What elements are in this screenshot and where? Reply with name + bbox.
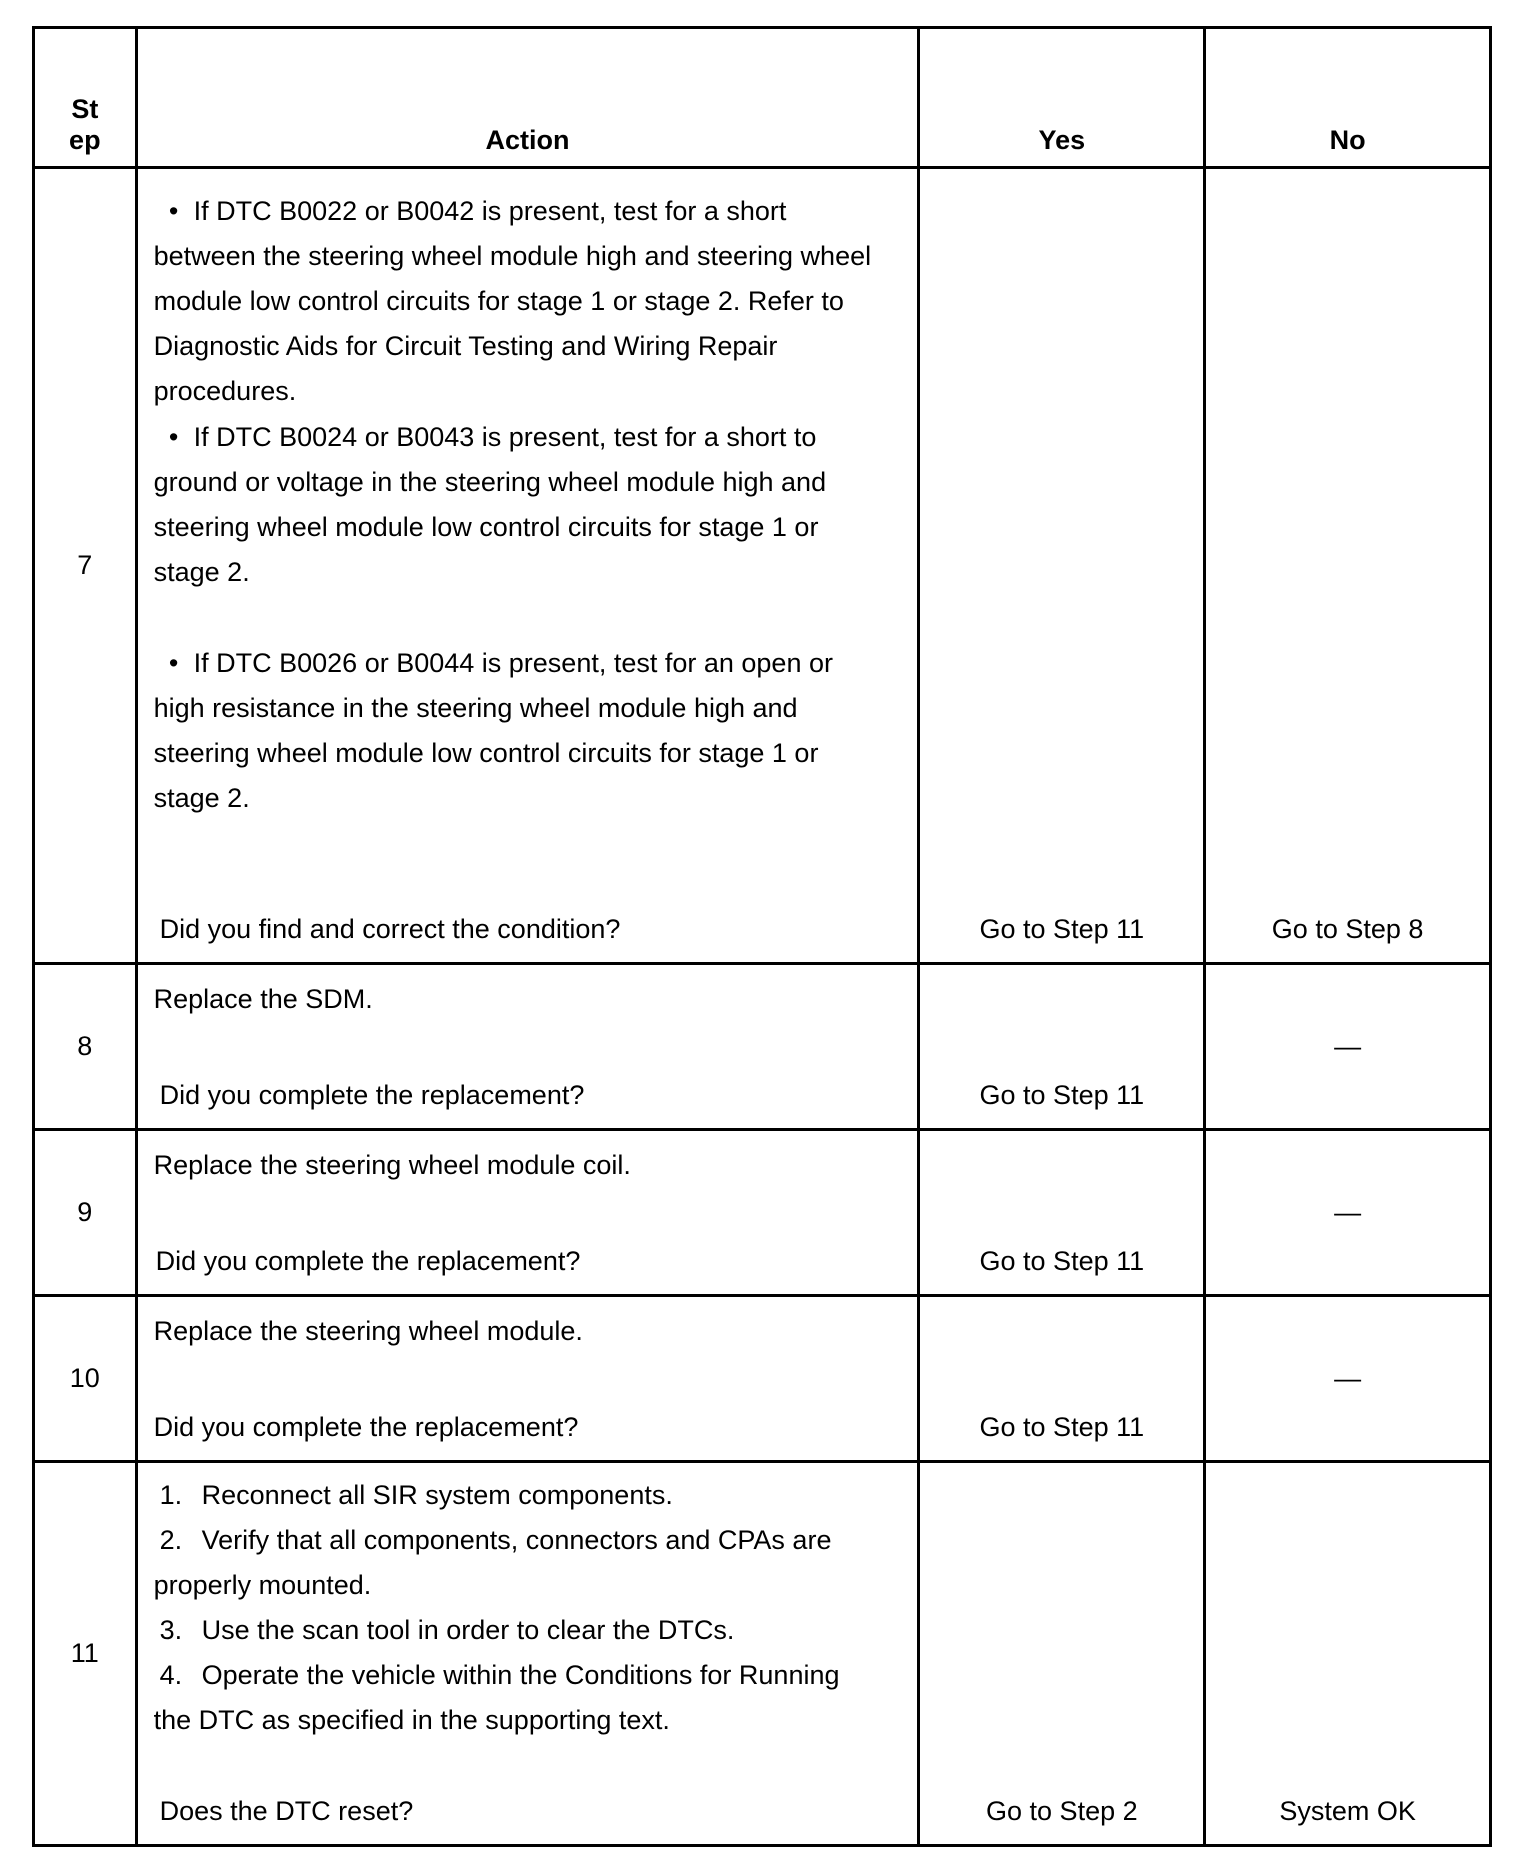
instruction-text: Replace the steering wheel module coil. xyxy=(153,1150,631,1180)
numbered-list xyxy=(154,1473,878,1743)
list-text: Use the scan tool in order to clear the DTCs. xyxy=(201,1615,735,1645)
bullet-glyph: • xyxy=(168,648,179,678)
instruction-text: Replace the steering wheel module. xyxy=(153,1316,583,1346)
list-item xyxy=(154,1518,878,1608)
yes-cell xyxy=(919,1462,1205,1846)
no-action: — xyxy=(1334,1197,1362,1227)
no-action: — xyxy=(1334,1031,1362,1061)
no-cell xyxy=(1205,1296,1491,1462)
step-number: 11 xyxy=(34,1462,137,1846)
bullet-text: If DTC B0022 or B0042 is present, test for a short between the steering wheel module high and steering wheel module low control circuits for stage 1 or stage 2. Refer to Diagnostic Aids for Circuit Testing and Wiring Repair procedures. xyxy=(153,196,872,406)
question-text: Did you find and correct the condition? xyxy=(159,914,621,944)
question-text: Did you complete the replacement? xyxy=(153,1412,579,1442)
diagnostic-table xyxy=(32,26,1492,1847)
bullet-glyph: • xyxy=(168,196,179,226)
yes-cell xyxy=(919,168,1205,964)
yes-action: Go to Step 11 xyxy=(979,1080,1145,1110)
list-item xyxy=(154,1473,878,1518)
yes-cell xyxy=(919,1296,1205,1462)
step-number: 9 xyxy=(34,1130,137,1296)
no-cell xyxy=(1205,1462,1491,1846)
action-cell xyxy=(136,964,919,1130)
header-step xyxy=(34,28,137,168)
no-cell xyxy=(1205,964,1491,1130)
action-cell xyxy=(136,1296,919,1462)
no-cell xyxy=(1205,1130,1491,1296)
step-number: 8 xyxy=(34,964,137,1130)
step-number: 10 xyxy=(34,1296,137,1462)
action-cell xyxy=(136,1462,919,1846)
header-step-line2: ep xyxy=(69,125,101,155)
list-text: Verify that all components, connectors and CPAs are properly mounted. xyxy=(153,1525,832,1600)
list-text: Reconnect all SIR system components. xyxy=(201,1480,673,1510)
no-action: Go to Step 8 xyxy=(1271,914,1424,944)
header-row xyxy=(34,28,1491,168)
yes-action: Go to Step 11 xyxy=(979,1412,1145,1442)
header-action: Action xyxy=(136,28,919,168)
yes-cell xyxy=(919,964,1205,1130)
bullet-text: If DTC B0024 or B0043 is present, test for a short to ground or voltage in the steering wheel module high and steering wheel module low control circuits for stage 1 or stage 2. xyxy=(153,422,827,587)
list-item xyxy=(154,1608,878,1653)
bullet-glyph: • xyxy=(168,422,179,452)
list-number: 3. xyxy=(159,1615,183,1645)
list-text: Operate the vehicle within the Conditions for Running the DTC as specified in the supporting text. xyxy=(153,1660,840,1735)
yes-action: Go to Step 11 xyxy=(979,914,1145,944)
table-row xyxy=(34,168,1491,964)
header-no: No xyxy=(1205,28,1491,168)
action-cell xyxy=(136,168,919,964)
question-text: Does the DTC reset? xyxy=(159,1796,414,1826)
header-step-line1: St xyxy=(71,94,99,124)
list-number: 4. xyxy=(159,1660,183,1690)
question-text: Did you complete the replacement? xyxy=(159,1080,585,1110)
bullet-item xyxy=(154,189,878,414)
table-row xyxy=(34,1130,1491,1296)
step-number: 7 xyxy=(34,168,137,964)
action-cell xyxy=(136,1130,919,1296)
list-item xyxy=(154,1653,878,1743)
yes-action: Go to Step 11 xyxy=(979,1246,1145,1276)
no-action: — xyxy=(1334,1363,1362,1393)
instruction-text: Replace the SDM. xyxy=(153,984,373,1014)
table-row xyxy=(34,1462,1491,1846)
yes-cell xyxy=(919,1130,1205,1296)
bullet-text: If DTC B0026 or B0044 is present, test for an open or high resistance in the steering wheel module high and steering wheel module low control circuits for stage 1 or stage 2. xyxy=(153,648,833,813)
table-row xyxy=(34,1296,1491,1462)
list-number: 2. xyxy=(159,1525,183,1555)
table-row xyxy=(34,964,1491,1130)
no-cell xyxy=(1205,168,1491,964)
list-number: 1. xyxy=(159,1480,183,1510)
question-text: Did you complete the replacement? xyxy=(155,1246,581,1276)
bullet-item xyxy=(154,641,878,821)
header-yes: Yes xyxy=(919,28,1205,168)
yes-action: Go to Step 2 xyxy=(986,1796,1138,1826)
no-action: System OK xyxy=(1279,1796,1416,1826)
bullet-item xyxy=(154,415,878,595)
